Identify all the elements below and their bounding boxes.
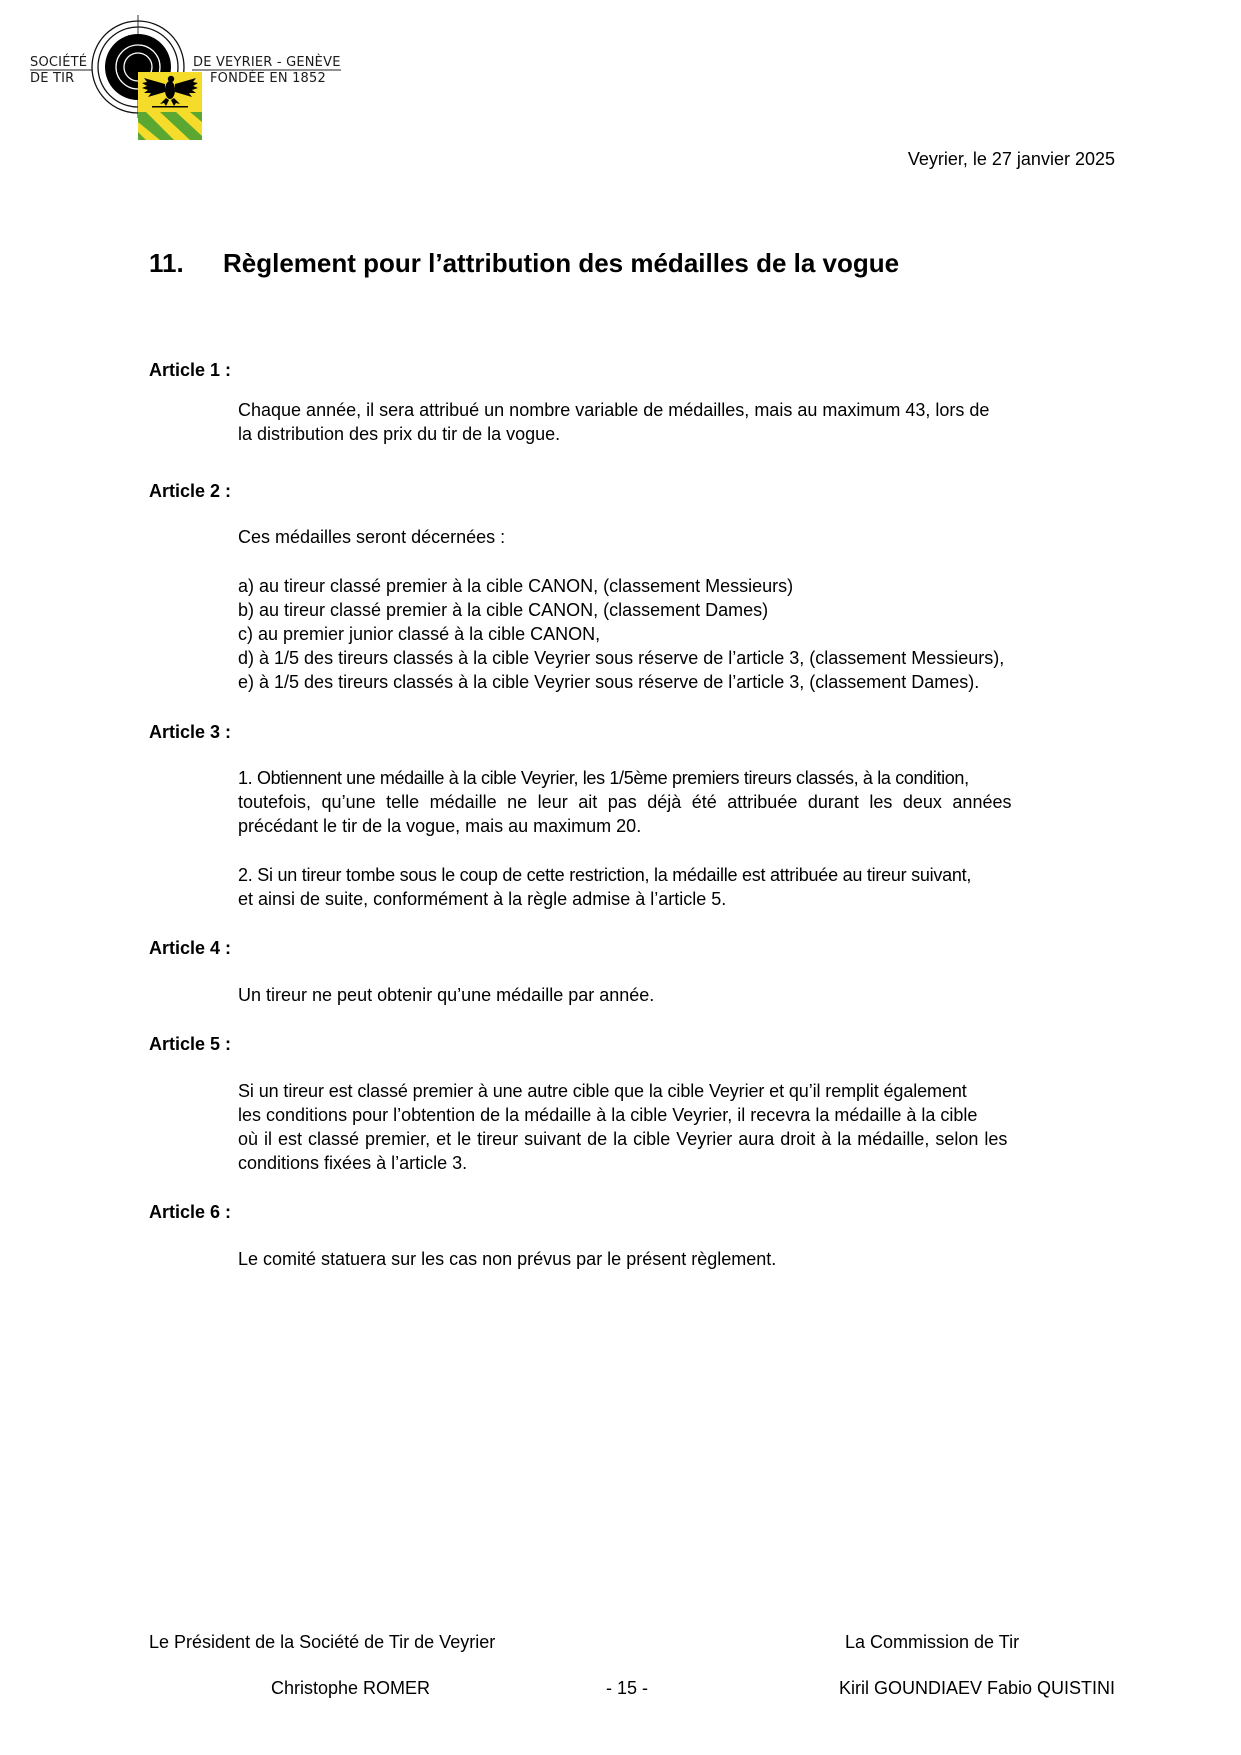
text-line: conditions fixées à l’article 3. <box>238 1153 468 1173</box>
article-2-label: Article 2 : <box>149 481 232 501</box>
text-line: la distribution des prix du tir de la vogue. <box>238 424 561 444</box>
article-3-label: Article 3 : <box>149 722 232 742</box>
text-line: précédant le tir de la vogue, mais au maximum 20. <box>238 816 642 836</box>
text-line: 1. Obtiennent une médaille à la cible Veyrier, les 1/5ème premiers tireurs classés, à la condition, <box>238 768 969 788</box>
list-item: c) au premier junior classé à la cible CANON, <box>238 624 601 644</box>
article-1-label: Article 1 : <box>149 360 232 380</box>
footer-commission-title: La Commission de Tir <box>845 1632 1020 1652</box>
article-2-list <box>238 574 1004 694</box>
list-item: e) à 1/5 des tireurs classés à la cible Veyrier sous réserve de l’article 3, (classement Dames). <box>238 672 980 692</box>
article-6-text: Le comité statuera sur les cas non prévus par le présent règlement. <box>238 1249 777 1269</box>
footer-president-title: Le Président de la Société de Tir de Veyrier <box>149 1632 496 1652</box>
text-line: Si un tireur est classé premier à une autre cible que la cible Veyrier et qu’il remplit également <box>238 1081 967 1101</box>
club-logo <box>0 0 360 150</box>
page-number: - 15 - <box>606 1678 649 1698</box>
logo-text-fondee: FONDÉE EN 1852 <box>210 71 326 86</box>
article-5-label: Article 5 : <box>149 1034 232 1054</box>
article-4-text: Un tireur ne peut obtenir qu’une médaille par année. <box>238 985 655 1005</box>
list-item: d) à 1/5 des tireurs classés à la cible Veyrier sous réserve de l’article 3, (classement Messieurs), <box>238 648 1005 668</box>
text-line: toutefois, qu’une telle médaille ne leur ait pas déjà été attribuée durant les deux années <box>238 792 1012 812</box>
list-item: b) au tireur classé premier à la cible CANON, (classement Dames) <box>238 600 769 620</box>
logo-text-de-veyrier: DE VEYRIER - GENÈVE <box>193 55 341 70</box>
section-number: 11. <box>149 248 184 278</box>
list-item: a) au tireur classé premier à la cible CANON, (classement Messieurs) <box>238 576 794 596</box>
article-1-text <box>238 398 1115 446</box>
article-3-paragraph-2 <box>238 863 1115 911</box>
crest-icon <box>138 72 202 140</box>
text-line: 2. Si un tireur tombe sous le coup de cette restriction, la médaille est attribuée au tireur suivant, <box>238 865 972 885</box>
logo-text-societe: SOCIÉTÉ <box>30 55 88 70</box>
article-4-label: Article 4 : <box>149 938 232 958</box>
footer-president-name: Christophe ROMER <box>271 1678 431 1698</box>
text-line: où il est classé premier, et le tireur suivant de la cible Veyrier aura droit à la médaille, selon les <box>238 1129 1008 1149</box>
article-5-text <box>238 1079 1115 1175</box>
article-3-paragraph-1 <box>238 766 1115 838</box>
footer-commission-names: Kiril GOUNDIAEV Fabio QUISTINI <box>838 1678 1115 1698</box>
logo-text-de-tir: DE TIR <box>30 71 75 86</box>
article-6-label: Article 6 : <box>149 1202 232 1222</box>
text-line: Chaque année, il sera attribué un nombre variable de médailles, mais au maximum 43, lors de <box>238 400 990 420</box>
text-line: les conditions pour l’obtention de la médaille à la cible Veyrier, il recevra la médaille à la cible <box>238 1105 978 1125</box>
page-title: Règlement pour l’attribution des médailles de la vogue <box>223 248 900 278</box>
document-date: Veyrier, le 27 janvier 2025 <box>907 149 1115 169</box>
article-2-intro: Ces médailles seront décernées : <box>238 527 506 547</box>
text-line: et ainsi de suite, conformément à la règle admise à l’article 5. <box>238 889 727 909</box>
